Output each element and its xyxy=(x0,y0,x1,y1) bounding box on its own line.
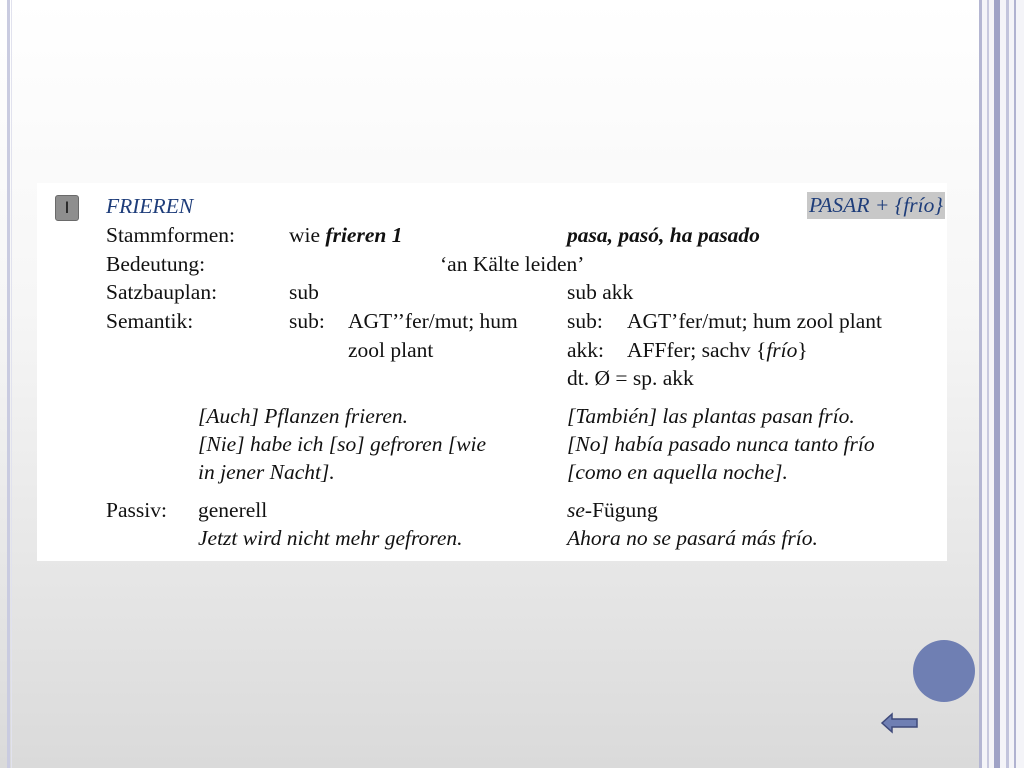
satzbauplan-label: Satzbauplan: xyxy=(106,280,218,304)
slide-frame-right-line xyxy=(979,0,982,768)
spanish-headword: PASAR + {frío} xyxy=(808,193,943,217)
satzbauplan-de: sub xyxy=(289,280,319,304)
passiv-es-example: Ahora no se pasará más frío. xyxy=(567,526,818,550)
slide-frame-left-inner xyxy=(11,0,12,768)
satzbauplan-es: sub akk xyxy=(567,280,634,304)
dictionary-entry-image xyxy=(37,183,947,561)
headword: FRIEREN xyxy=(106,194,194,218)
slide-frame-right-band xyxy=(979,0,1024,768)
example-de: in jener Nacht]. xyxy=(198,460,335,484)
semantik-es-akk-value: AFFfer; sachv {frío} xyxy=(627,338,808,362)
semantik-es-akk-label: akk: xyxy=(567,338,605,362)
passiv-de-type: generell xyxy=(198,498,268,522)
stammformen-es: pasa, pasó, ha pasado xyxy=(567,223,760,247)
example-de: [Auch] Pflanzen frieren. xyxy=(198,404,408,428)
semantik-de-sub-line1: AGT’’fer/mut; hum xyxy=(348,309,518,333)
stammformen-de: wie frieren 1 xyxy=(289,223,403,247)
circle-decoration xyxy=(913,640,975,702)
back-arrow-icon[interactable] xyxy=(880,711,920,735)
bedeutung-value: ‘an Kälte leiden’ xyxy=(440,252,585,276)
passiv-de-example: Jetzt wird nicht mehr gefroren. xyxy=(198,526,463,550)
slide-frame-right-line xyxy=(1014,0,1016,768)
example-es: [No] había pasado nunca tanto frío xyxy=(567,432,875,456)
semantik-es-note: dt. Ø = sp. akk xyxy=(567,366,694,390)
semantik-de-sub-line2: zool plant xyxy=(348,338,434,362)
slide-frame-right-line xyxy=(1006,0,1009,768)
stammformen-label: Stammformen: xyxy=(106,223,235,247)
slide-frame-left xyxy=(7,0,10,768)
semantik-de-sub-label: sub: xyxy=(289,309,325,333)
slide-frame-right-line xyxy=(987,0,989,768)
entry-number-badge: I xyxy=(55,195,79,221)
example-de: [Nie] habe ich [so] gefroren [wie xyxy=(198,432,487,456)
slide-frame-right-line xyxy=(994,0,1000,768)
example-es: [como en aquella noche]. xyxy=(567,460,788,484)
example-es: [También] las plantas pasan frío. xyxy=(567,404,855,428)
passiv-es-type: se-Fügung xyxy=(567,498,658,522)
passiv-label: Passiv: xyxy=(106,498,167,522)
semantik-es-sub-value: AGT’fer/mut; hum zool plant xyxy=(627,309,882,333)
semantik-label: Semantik: xyxy=(106,309,194,333)
bedeutung-label: Bedeutung: xyxy=(106,252,206,276)
semantik-es-sub-label: sub: xyxy=(567,309,603,333)
